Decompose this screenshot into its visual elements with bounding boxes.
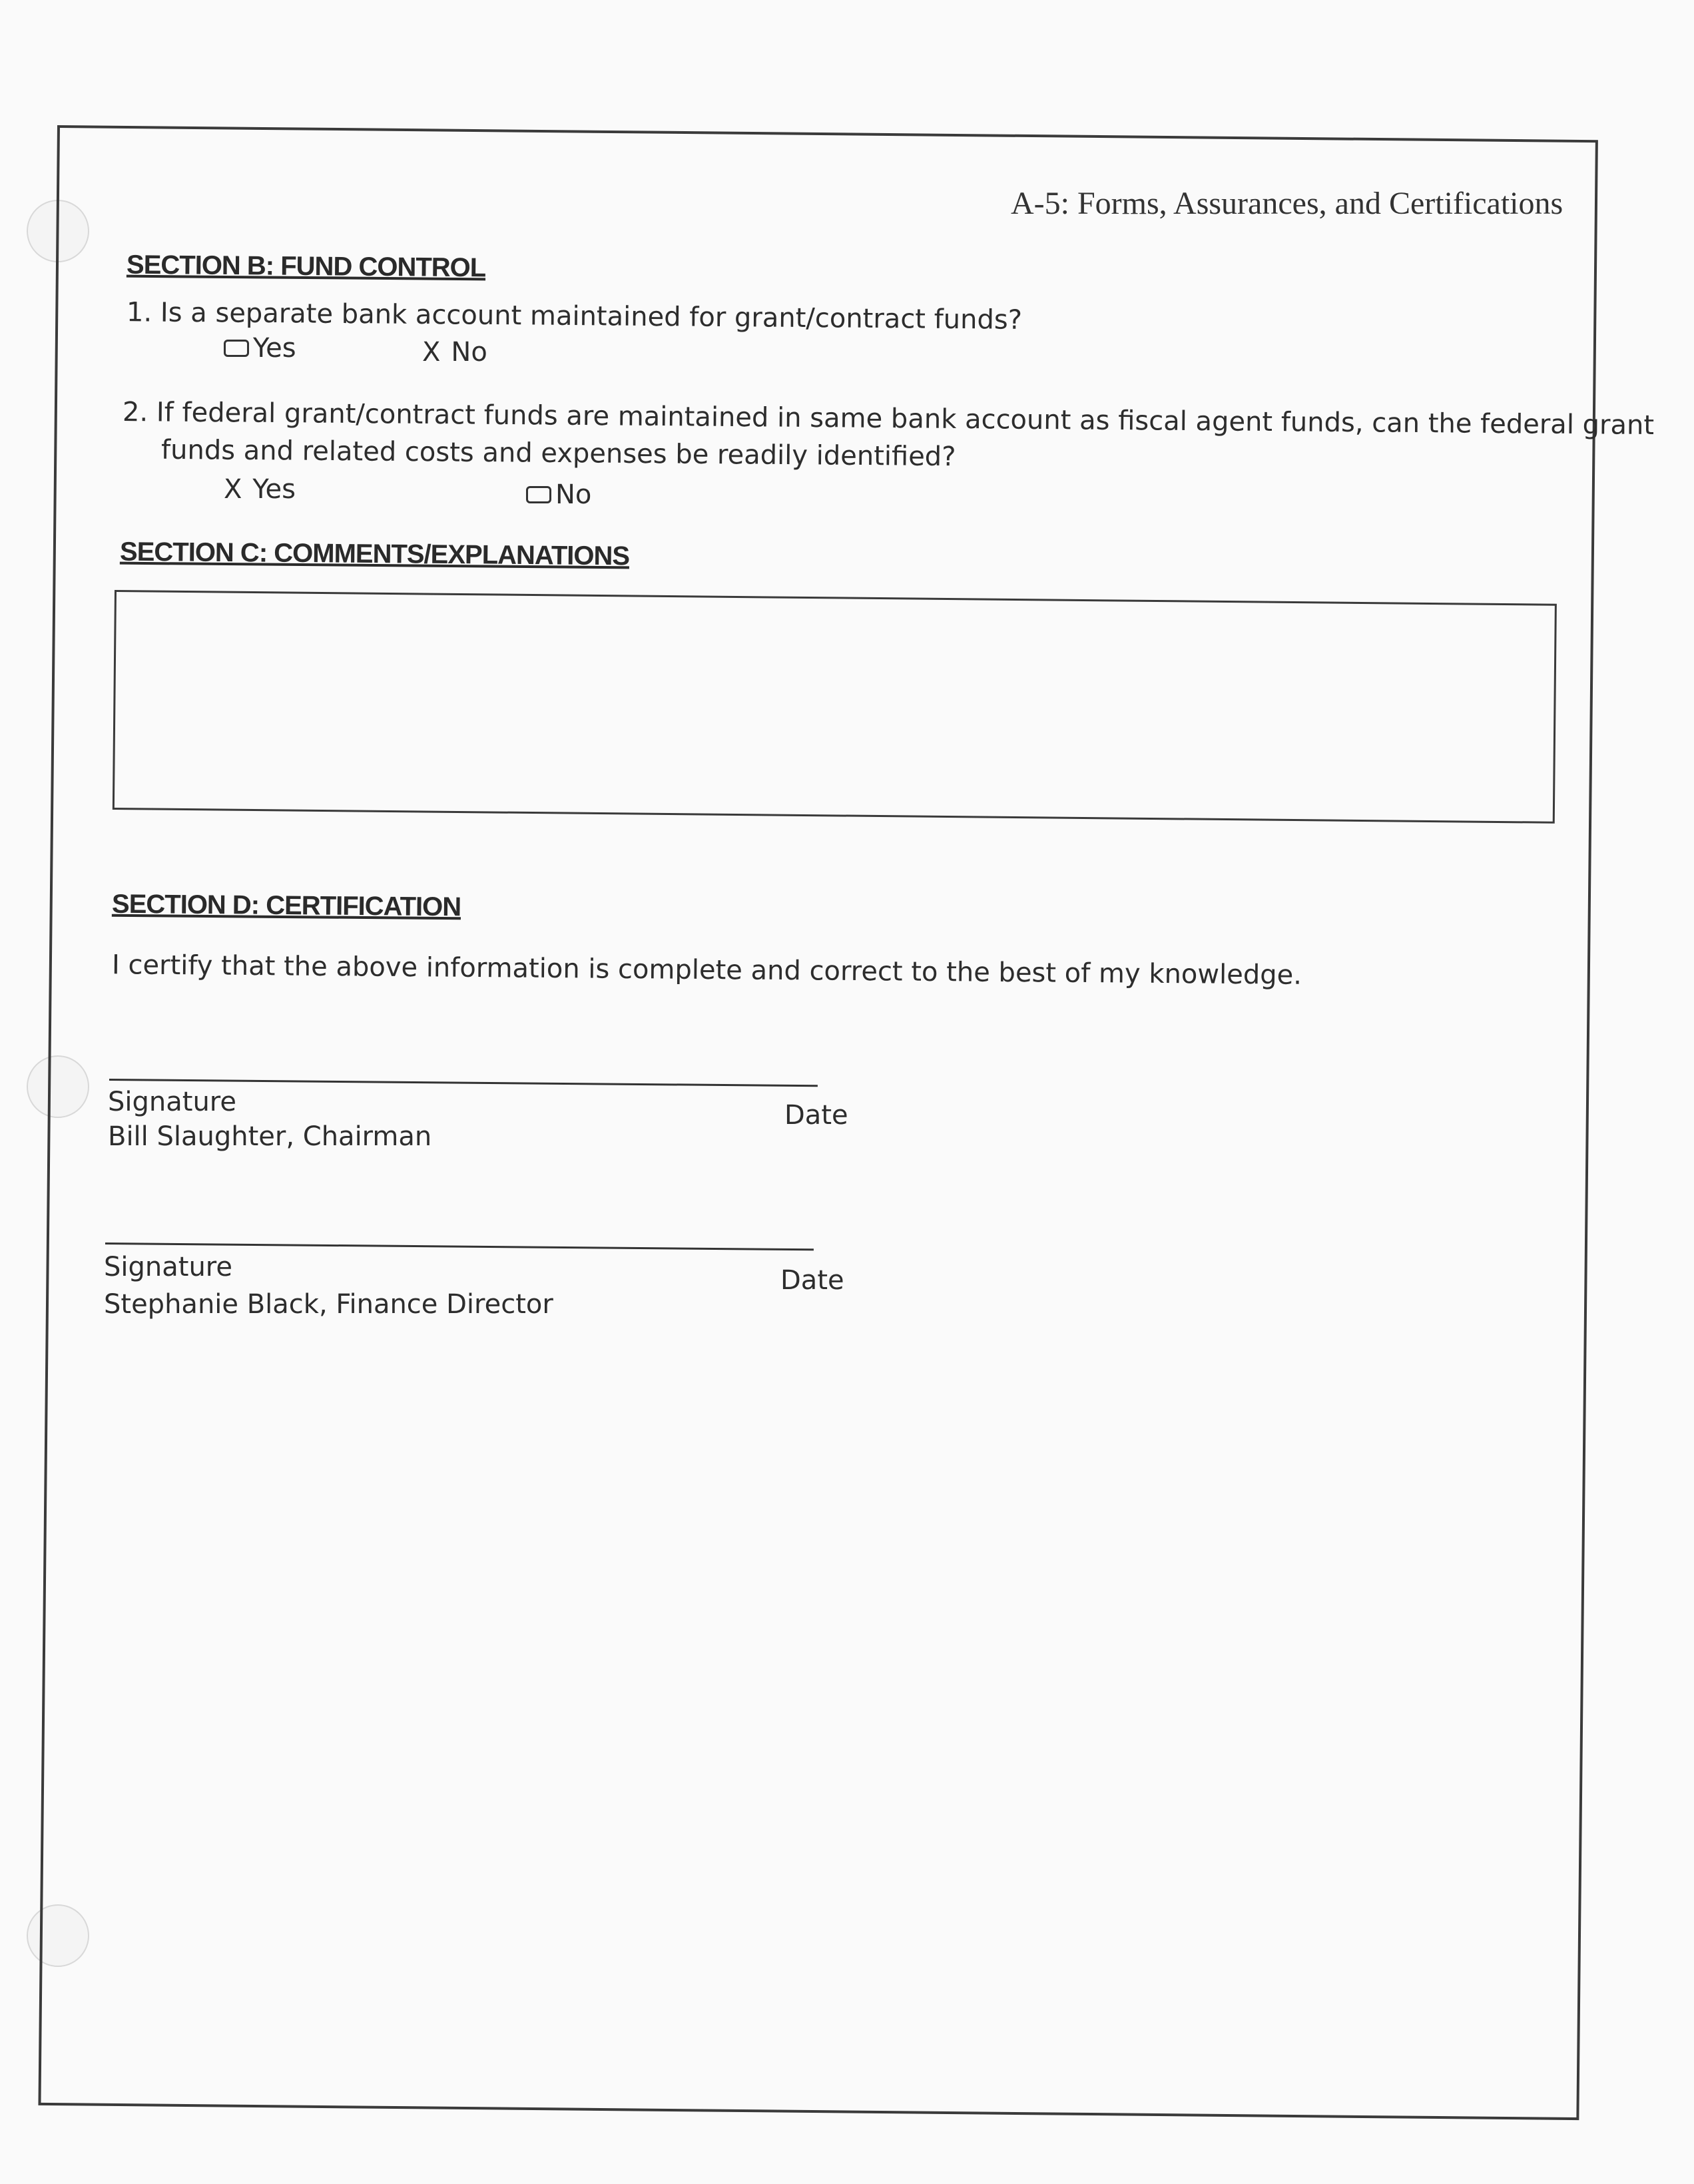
signer-name-2: Stephanie Black, Finance Director bbox=[104, 1289, 553, 1320]
certification-statement: I certify that the above information is complete and correct to the best of my knowledge. bbox=[111, 950, 1302, 991]
signature-label-1: Signature bbox=[108, 1087, 236, 1117]
question-2-line-1: 2. If federal grant/contract funds are maintained in same bank account as fiscal agent funds, can the federal grant bbox=[122, 396, 1655, 441]
comments-box[interactable] bbox=[113, 590, 1557, 824]
signer-name-1: Bill Slaughter, Chairman bbox=[108, 1121, 432, 1152]
q2-no-option[interactable] bbox=[526, 479, 591, 510]
q1-no-option[interactable] bbox=[422, 337, 487, 368]
question-1: 1. Is a separate bank account maintained for grant/contract funds? bbox=[126, 297, 1023, 336]
question-2-line-2: funds and related costs and expenses be readily identified? bbox=[160, 434, 956, 473]
q1-yes-option[interactable] bbox=[224, 333, 296, 364]
q2-no-checkbox[interactable] bbox=[526, 486, 551, 503]
q1-yes-label: Yes bbox=[253, 333, 296, 364]
q2-yes-mark: X bbox=[224, 474, 242, 505]
q1-yes-checkbox[interactable] bbox=[224, 340, 249, 357]
section-b-title: SECTION B: FUND CONTROL bbox=[126, 250, 486, 283]
page-header: A-5: Forms, Assurances, and Certifications bbox=[1011, 186, 1563, 221]
q1-no-mark: X bbox=[422, 337, 441, 368]
signature-label-2: Signature bbox=[104, 1252, 232, 1282]
section-c-title: SECTION C: COMMENTS/EXPLANATIONS bbox=[119, 537, 630, 571]
q2-no-label: No bbox=[555, 479, 592, 510]
date-label-1: Date bbox=[784, 1100, 848, 1131]
q2-yes-option[interactable] bbox=[224, 474, 296, 505]
q2-yes-label: Yes bbox=[252, 474, 296, 505]
q1-no-label: No bbox=[451, 337, 487, 368]
section-d-title: SECTION D: CERTIFICATION bbox=[111, 889, 461, 922]
date-label-2: Date bbox=[780, 1265, 844, 1296]
